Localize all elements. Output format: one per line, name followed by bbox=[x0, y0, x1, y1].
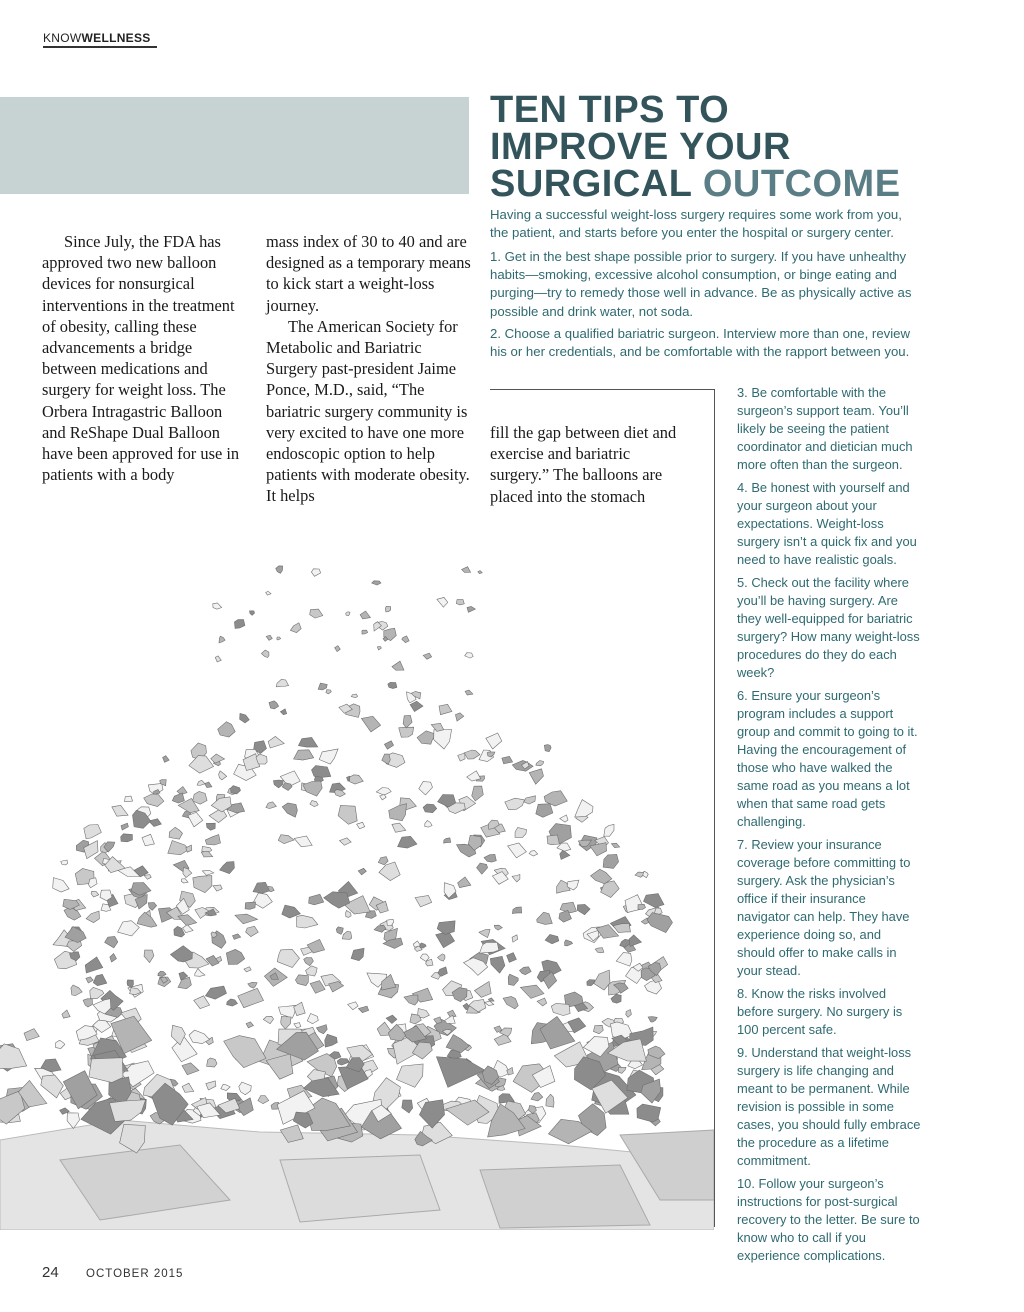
rubble-fragment bbox=[277, 949, 299, 967]
rubble-fragment bbox=[266, 591, 271, 595]
rubble-fragment bbox=[444, 838, 451, 843]
tip-6: 6. Ensure your surgeon’s program includes a support group and commit to going to it. Having the encouragement of those who have walked the same road as you means a lot when that same road gets challenging. bbox=[737, 688, 918, 829]
rubble-fragment bbox=[392, 661, 404, 670]
section-label-prefix: KNOW bbox=[43, 31, 82, 45]
rubble-fragment bbox=[294, 1023, 301, 1028]
rubble-fragment bbox=[625, 895, 644, 913]
rubble-fragment bbox=[110, 954, 117, 963]
rubble-fragment bbox=[61, 860, 68, 865]
rubble-fragment bbox=[178, 977, 191, 989]
rubble-fragment bbox=[397, 1064, 424, 1087]
section-label-suffix: WELLNESS bbox=[81, 31, 151, 45]
rubble-fragment bbox=[202, 870, 214, 875]
rubble-fragment bbox=[503, 997, 518, 1009]
rubble-fragment bbox=[465, 653, 474, 658]
rubble-fragment bbox=[537, 912, 553, 924]
rubble-fragment bbox=[512, 874, 520, 882]
rubble-fragment bbox=[280, 709, 286, 715]
rubble-fragment bbox=[149, 819, 162, 827]
rubble-fragment bbox=[246, 926, 259, 936]
rubble-fragment bbox=[112, 805, 128, 816]
rubble-fragment bbox=[84, 825, 102, 839]
tips-box-top-rule bbox=[490, 389, 715, 390]
rubble-fragment bbox=[547, 835, 559, 845]
rubble-fragment bbox=[575, 800, 593, 818]
article-col2-para1: mass index of 30 to 40 and are designed as a temporary means to kick start a weight-loss journey. bbox=[266, 232, 471, 315]
rubble-fragment bbox=[438, 967, 448, 977]
rubble-fragment bbox=[472, 786, 484, 801]
rubble-fragment bbox=[647, 913, 673, 933]
rubble-fragment bbox=[86, 911, 99, 923]
title-line-3 bbox=[490, 163, 1010, 205]
rubble-fragment bbox=[279, 1005, 296, 1018]
rubble-fragment bbox=[456, 600, 464, 605]
rubble-fragment bbox=[226, 949, 244, 964]
rubble-fragment bbox=[515, 828, 527, 838]
rubble-fragment bbox=[384, 741, 393, 749]
rubble-fragment bbox=[227, 999, 238, 1006]
rubble-fragment bbox=[537, 998, 547, 1006]
rubble-fragment bbox=[431, 723, 444, 731]
rubble-fragment bbox=[193, 792, 208, 805]
rubble-fragment bbox=[276, 679, 288, 687]
rubble-fragment bbox=[380, 795, 387, 800]
rubble-fragment bbox=[458, 877, 471, 888]
rubble-fragment bbox=[402, 636, 409, 643]
rubble-fragment bbox=[268, 736, 284, 748]
section-underline bbox=[43, 46, 157, 48]
rubble-fragment bbox=[294, 750, 314, 760]
rubble-fragment bbox=[205, 782, 212, 788]
rubble-fragment bbox=[24, 1029, 39, 1041]
title-line-2: IMPROVE YOUR bbox=[490, 126, 791, 168]
rubble-fragment bbox=[546, 1094, 554, 1107]
rubble-fragment bbox=[611, 843, 619, 848]
rubble-fragment bbox=[62, 1010, 70, 1018]
rubble-fragment bbox=[86, 977, 93, 983]
rubble-fragment bbox=[340, 838, 352, 845]
rubble-fragment bbox=[127, 980, 134, 988]
rubble-fragment bbox=[637, 1104, 661, 1122]
rubble-fragment bbox=[142, 834, 154, 846]
rubble-fragment bbox=[488, 998, 494, 1001]
rubble-fragment bbox=[419, 782, 433, 795]
rubble-fragment bbox=[170, 946, 192, 962]
rubble-fragment bbox=[206, 823, 215, 830]
rubble-fragment bbox=[311, 569, 320, 577]
rubble-fragment bbox=[486, 733, 502, 749]
rubble-fragment bbox=[437, 921, 455, 935]
rubble-fragment bbox=[357, 822, 365, 829]
rubble-fragment bbox=[238, 988, 264, 1008]
rubble-fragment bbox=[205, 986, 226, 999]
rubble-fragment bbox=[379, 862, 400, 881]
rubble-fragment bbox=[309, 894, 324, 905]
rubble-fragment bbox=[520, 967, 532, 975]
rubble-fragment bbox=[269, 701, 279, 709]
rubble-fragment bbox=[89, 878, 98, 888]
rubble-fragment bbox=[490, 956, 505, 973]
rubble-fragment bbox=[434, 1017, 442, 1024]
rubble-fragment bbox=[337, 1059, 349, 1066]
rubble-fragment bbox=[389, 804, 407, 821]
rubble-fragment bbox=[219, 771, 227, 780]
rubble-fragment bbox=[346, 911, 352, 918]
article-col3-text: fill the gap between diet and exercise and bariatric surgery.” The balloons are placed into the stomach bbox=[490, 423, 677, 506]
article-col1-text: Since July, the FDA has approved two new balloon devices for nonsurgical interventions in the treatment of obesity, calling these advancements a bridge between medications and surgery for weight loss. The Orbera Intragastric Balloon and ReShape Dual Balloon have been approved for use in patients with a body bbox=[42, 232, 240, 485]
rubble-fragment bbox=[201, 851, 212, 857]
title-line-3b: OUTCOME bbox=[702, 163, 901, 205]
rubble-fragment bbox=[144, 875, 151, 880]
tip-7: 7. Review your insurance coverage before committing to surgery. Ask the physician’s office if their insurance navigator can help. They have experience doing so, and should offer to make calls in your stead. bbox=[737, 837, 911, 978]
rubble-fragment bbox=[342, 931, 352, 939]
rubble-fragment bbox=[316, 1025, 327, 1034]
rubble-fragment bbox=[372, 581, 381, 585]
section-label bbox=[43, 31, 151, 45]
rubble-fragment bbox=[351, 694, 357, 698]
rubble-fragment bbox=[338, 805, 357, 824]
rubble-fragment bbox=[438, 954, 446, 961]
rubble-fragment bbox=[121, 823, 128, 830]
tip-1: 1. Get in the best shape possible prior to surgery. If you have unhealthy habits—smoking, excessive alcohol consumption, or binge eating and purging—try to remedy those well in advance. Be as physically active as possible and drink water, not soda. bbox=[490, 249, 912, 319]
rubble-fragment bbox=[508, 974, 518, 985]
title-line-1: TEN TIPS TO bbox=[490, 89, 730, 131]
rubble-fragment bbox=[125, 796, 133, 802]
rubble-fragment bbox=[294, 836, 312, 847]
rubble-fragment bbox=[635, 872, 644, 877]
rubble-fragment bbox=[529, 769, 543, 784]
tip-5: 5. Check out the facility where you’ll be having surgery. Are they well-equipped for bariatric surgery? How many weight-loss procedures do they do each week? bbox=[737, 575, 920, 680]
rubble-fragment bbox=[645, 980, 662, 994]
rubble-fragment bbox=[351, 948, 364, 960]
rubble-fragment bbox=[415, 896, 432, 907]
rubble-fragment bbox=[508, 843, 527, 858]
rubble-fragment bbox=[158, 971, 166, 976]
rubble-fragment bbox=[399, 727, 414, 737]
rubble-fragment bbox=[250, 611, 255, 616]
title-line-3a: SURGICAL bbox=[490, 163, 703, 205]
rubble-fragment bbox=[360, 611, 370, 619]
rubble-fragment bbox=[93, 974, 107, 985]
rubble-fragment bbox=[235, 914, 258, 924]
rubble-fragment bbox=[536, 804, 553, 818]
rubble-fragment bbox=[172, 793, 184, 803]
rubble-fragment bbox=[388, 682, 397, 688]
rubble-fragment bbox=[89, 1058, 123, 1083]
rubble-fragment bbox=[307, 1014, 318, 1024]
rubble-fragment bbox=[195, 968, 205, 976]
rubble-fragment bbox=[465, 690, 473, 695]
rubble-fragment bbox=[183, 925, 194, 933]
rubble-fragment bbox=[137, 912, 157, 927]
rubble-fragment bbox=[219, 636, 225, 643]
rubble-fragment bbox=[56, 1040, 65, 1048]
header-color-band bbox=[0, 97, 469, 194]
rubble-fragment bbox=[378, 857, 388, 865]
rubble-fragment bbox=[398, 836, 417, 848]
rubble-fragment bbox=[386, 1015, 397, 1023]
rubble-fragment bbox=[385, 606, 390, 612]
rubble-fragment bbox=[536, 760, 544, 765]
rubble-fragment bbox=[197, 780, 205, 785]
page-title bbox=[490, 89, 1010, 205]
rubble-fragment bbox=[487, 752, 495, 757]
rubble-fragment bbox=[467, 606, 475, 612]
rubble-fragment bbox=[484, 854, 496, 862]
rubble-fragment bbox=[310, 801, 318, 807]
rubble-fragment bbox=[611, 994, 621, 1003]
rubble-fragment bbox=[261, 650, 269, 658]
rubble-fragment bbox=[507, 953, 517, 963]
rubble-fragment bbox=[281, 1017, 291, 1030]
rubble-fragment bbox=[638, 904, 646, 909]
rubble-fragment bbox=[169, 827, 182, 839]
rubble-fragment bbox=[91, 891, 99, 897]
rubble-fragment bbox=[319, 749, 338, 764]
rubble-fragment bbox=[437, 597, 448, 607]
rubble-fragment bbox=[593, 1025, 603, 1034]
rubble-fragment bbox=[83, 999, 92, 1007]
rubble-fragment bbox=[215, 656, 221, 662]
rubble-fragment bbox=[239, 1082, 252, 1095]
rubble-fragment bbox=[245, 902, 255, 909]
rubble-fragment bbox=[478, 571, 483, 574]
rubble-fragment bbox=[221, 1084, 230, 1090]
rubble-fragment bbox=[350, 775, 364, 784]
rubble-fragment bbox=[531, 1093, 543, 1101]
rubble-fragment bbox=[439, 704, 452, 714]
rubble-fragment bbox=[464, 750, 480, 759]
rubble-fragment bbox=[529, 850, 538, 856]
rubble-fragment bbox=[626, 1010, 632, 1018]
rubble-fragment bbox=[467, 771, 481, 781]
rubble-fragment bbox=[211, 754, 225, 763]
rubble-fragment bbox=[297, 915, 318, 928]
rubble-fragment bbox=[462, 567, 471, 573]
rubble-fragment bbox=[423, 804, 437, 813]
rubble-fragment bbox=[246, 1022, 253, 1028]
rubble-fragment bbox=[276, 566, 283, 574]
rubble-fragment bbox=[218, 722, 236, 737]
tips-box-side-rule bbox=[714, 389, 715, 1227]
rubble-fragment bbox=[231, 786, 241, 794]
rubble-fragment bbox=[604, 824, 614, 836]
rubble-fragment bbox=[207, 1058, 217, 1067]
rubble-fragment bbox=[325, 1034, 338, 1047]
rubble-fragment bbox=[206, 1081, 216, 1090]
rubble-fragment bbox=[53, 878, 69, 892]
rubble-fragment bbox=[303, 781, 322, 796]
rubble-fragment bbox=[520, 985, 544, 998]
rubble-fragment bbox=[502, 756, 513, 764]
issue-date: OCTOBER 2015 bbox=[86, 1268, 184, 1280]
rubble-fragment bbox=[326, 690, 331, 694]
rubble-fragment bbox=[278, 835, 294, 844]
rubble-fragment bbox=[335, 646, 341, 652]
rubble-fragment bbox=[310, 609, 323, 618]
rubble-fragment bbox=[629, 935, 642, 947]
rubble-fragment bbox=[85, 957, 103, 973]
rubble-fragment bbox=[591, 869, 612, 884]
rubble-fragment bbox=[477, 863, 488, 874]
rubble-fragment bbox=[479, 929, 490, 937]
rubble-fragment bbox=[594, 970, 610, 990]
rubble-fragment bbox=[577, 904, 590, 914]
rubble-fragment bbox=[67, 1113, 79, 1129]
rubble-fragment bbox=[224, 1036, 266, 1068]
rubble-fragment bbox=[118, 921, 140, 936]
rubble-fragment bbox=[178, 915, 197, 926]
rubble-fragment bbox=[544, 745, 551, 752]
tips-intro: Having a successful weight-loss surgery requires some work from you, the patient, and starts before you enter the hospital or surgery center. bbox=[490, 207, 902, 241]
rubble-fragment bbox=[253, 893, 272, 908]
rubble-fragment bbox=[213, 885, 222, 891]
rubble-fragment bbox=[603, 854, 619, 868]
rubble-fragment bbox=[282, 783, 292, 791]
article-column-1 bbox=[42, 231, 247, 485]
tip-2: 2. Choose a qualified bariatric surgeon. Interview more than one, review his or her credentials, and be comfortable with the rapport between you. bbox=[490, 326, 911, 360]
rubble-fragment bbox=[458, 753, 465, 761]
rubble-fragment bbox=[188, 812, 203, 827]
rubble-fragment bbox=[240, 713, 250, 723]
article-column-3 bbox=[490, 422, 690, 507]
rubble-fragment bbox=[0, 1044, 27, 1069]
rubble-fragment bbox=[163, 756, 170, 763]
rubble-fragment bbox=[434, 730, 452, 750]
rubble-fragment bbox=[220, 862, 235, 874]
rubble-fragment bbox=[618, 1067, 626, 1073]
rubble-fragment bbox=[587, 980, 595, 986]
rubble-fragment bbox=[213, 603, 222, 609]
rubble-fragment bbox=[358, 1006, 368, 1013]
rubble-fragment bbox=[403, 715, 412, 728]
article-column-2 bbox=[266, 231, 471, 507]
rubble-fragment bbox=[382, 754, 391, 764]
rubble-fragment bbox=[648, 1017, 657, 1023]
rubble-fragment bbox=[404, 995, 418, 1005]
tip-4: 4. Be honest with yourself and your surgeon about your expectations. Weight-loss surgery isn’t a quick fix and you need to have realistic goals. bbox=[737, 480, 917, 567]
rubble-fragment bbox=[205, 835, 220, 846]
rubble-fragment bbox=[348, 1002, 359, 1010]
rubble-fragment bbox=[148, 903, 157, 911]
rubble-fragment bbox=[595, 948, 604, 953]
rubble-fragment bbox=[282, 803, 297, 817]
rubble-fragment bbox=[362, 630, 368, 634]
rubble-fragment bbox=[306, 966, 318, 976]
tip-3: 3. Be comfortable with the surgeon’s support team. You’ll likely be seeing the patient coordinator and dietician much more often than the surgeon. bbox=[737, 385, 913, 472]
rubble-fragment bbox=[248, 982, 257, 988]
rubble-fragment bbox=[186, 845, 192, 852]
tip-10: 10. Follow your surgeon’s instructions for post-surgical recovery to the letter. Be sure to know who to call if you experience complications. bbox=[737, 1176, 920, 1263]
rubble-fragment bbox=[626, 968, 644, 984]
rubble-fragment bbox=[616, 952, 632, 966]
rubble-fragment bbox=[346, 612, 350, 616]
page-number: 24 bbox=[42, 1264, 59, 1281]
rubble-fragment bbox=[376, 788, 391, 796]
rubble-fragment bbox=[295, 975, 308, 986]
rubble-fragment bbox=[273, 780, 283, 788]
rubble-fragment bbox=[524, 796, 536, 804]
rubble-fragment bbox=[512, 935, 518, 942]
rubble-fragment bbox=[181, 879, 188, 883]
rubble-fragment bbox=[565, 940, 573, 946]
rubble-fragment bbox=[109, 1100, 145, 1122]
rubble-fragment bbox=[194, 996, 210, 1009]
rubble-fragment bbox=[334, 790, 345, 797]
rubble-fragment bbox=[485, 1001, 494, 1005]
rubble-fragment bbox=[183, 868, 192, 878]
rubble-fragment bbox=[121, 834, 133, 842]
rubble-fragment bbox=[193, 876, 212, 893]
rubble-fragment bbox=[560, 815, 568, 822]
rubble-fragment bbox=[425, 821, 432, 828]
rubble-fragment bbox=[358, 868, 366, 875]
rubble-fragment bbox=[90, 987, 104, 998]
rubble-fragment bbox=[182, 1063, 199, 1075]
rubble-fragment bbox=[258, 1096, 269, 1104]
article-col2-para2: The American Society for Metabolic and Bariatric Surgery past-president Jaime Ponce, M.D., said, “The bariatric surgery community is very excited to have one more endoscopic option to help patients with moderate obesity. It helps bbox=[266, 316, 470, 506]
rubble-fragments bbox=[0, 566, 672, 1153]
rubble-fragment bbox=[374, 925, 386, 932]
rubble-fragment bbox=[474, 982, 491, 998]
rubble-fragment bbox=[505, 798, 525, 810]
rubble-fragment bbox=[392, 823, 406, 832]
rubble-fragment bbox=[423, 653, 431, 659]
rubble-fragment bbox=[644, 894, 665, 908]
rubble-fragment bbox=[71, 985, 82, 996]
rubble-fragment bbox=[298, 737, 317, 747]
rubble-fragment bbox=[263, 1016, 273, 1023]
rubble-fragment bbox=[455, 713, 463, 721]
rubble-fragment bbox=[105, 936, 118, 947]
rubble-fragment bbox=[277, 637, 281, 640]
rubble-fragment bbox=[41, 1075, 64, 1098]
tip-8: 8. Know the risks involved before surgery. No surgery is 100 percent safe. bbox=[737, 986, 903, 1037]
rubble-fragment bbox=[318, 683, 327, 690]
rubble-fragment bbox=[304, 958, 314, 966]
rubble-fragment bbox=[361, 716, 380, 732]
rubble-fragment bbox=[312, 766, 331, 778]
rubble-fragment bbox=[189, 756, 214, 774]
tips-column bbox=[737, 384, 922, 1270]
rubble-fragment bbox=[266, 635, 272, 640]
rubble-fragment bbox=[234, 620, 245, 629]
rubble-fragment bbox=[282, 905, 301, 918]
rubble-fragment bbox=[233, 934, 241, 940]
rubble-fragment bbox=[290, 623, 301, 633]
rubble-fragment bbox=[402, 1100, 413, 1113]
tip-9: 9. Understand that weight-loss surgery is life changing and meant to be permanent. While revision is possible in some cases, you should fully embrace the procedure as a lifetime commitment. bbox=[737, 1045, 921, 1168]
rubble-fragment bbox=[336, 927, 343, 935]
rubble-fragment bbox=[144, 794, 164, 807]
rubble-fragment bbox=[545, 935, 559, 944]
rubble-fragment bbox=[494, 925, 502, 930]
rubble-fragment bbox=[410, 701, 423, 711]
rubble-fragment bbox=[551, 1003, 570, 1015]
rubble-fragment bbox=[182, 1083, 194, 1092]
rubble-fragment bbox=[244, 967, 251, 972]
rubble-fragment bbox=[144, 950, 154, 963]
rubble-fragment bbox=[310, 981, 325, 994]
rubble-fragment bbox=[294, 1002, 306, 1015]
crumbling-rubble-illustration bbox=[0, 560, 714, 1230]
rubble-fragment bbox=[512, 907, 521, 914]
rubble-fragment bbox=[377, 647, 381, 651]
rubble-fragment bbox=[253, 882, 270, 893]
rubble-fragment bbox=[256, 754, 267, 764]
rubble-fragment bbox=[266, 802, 277, 809]
